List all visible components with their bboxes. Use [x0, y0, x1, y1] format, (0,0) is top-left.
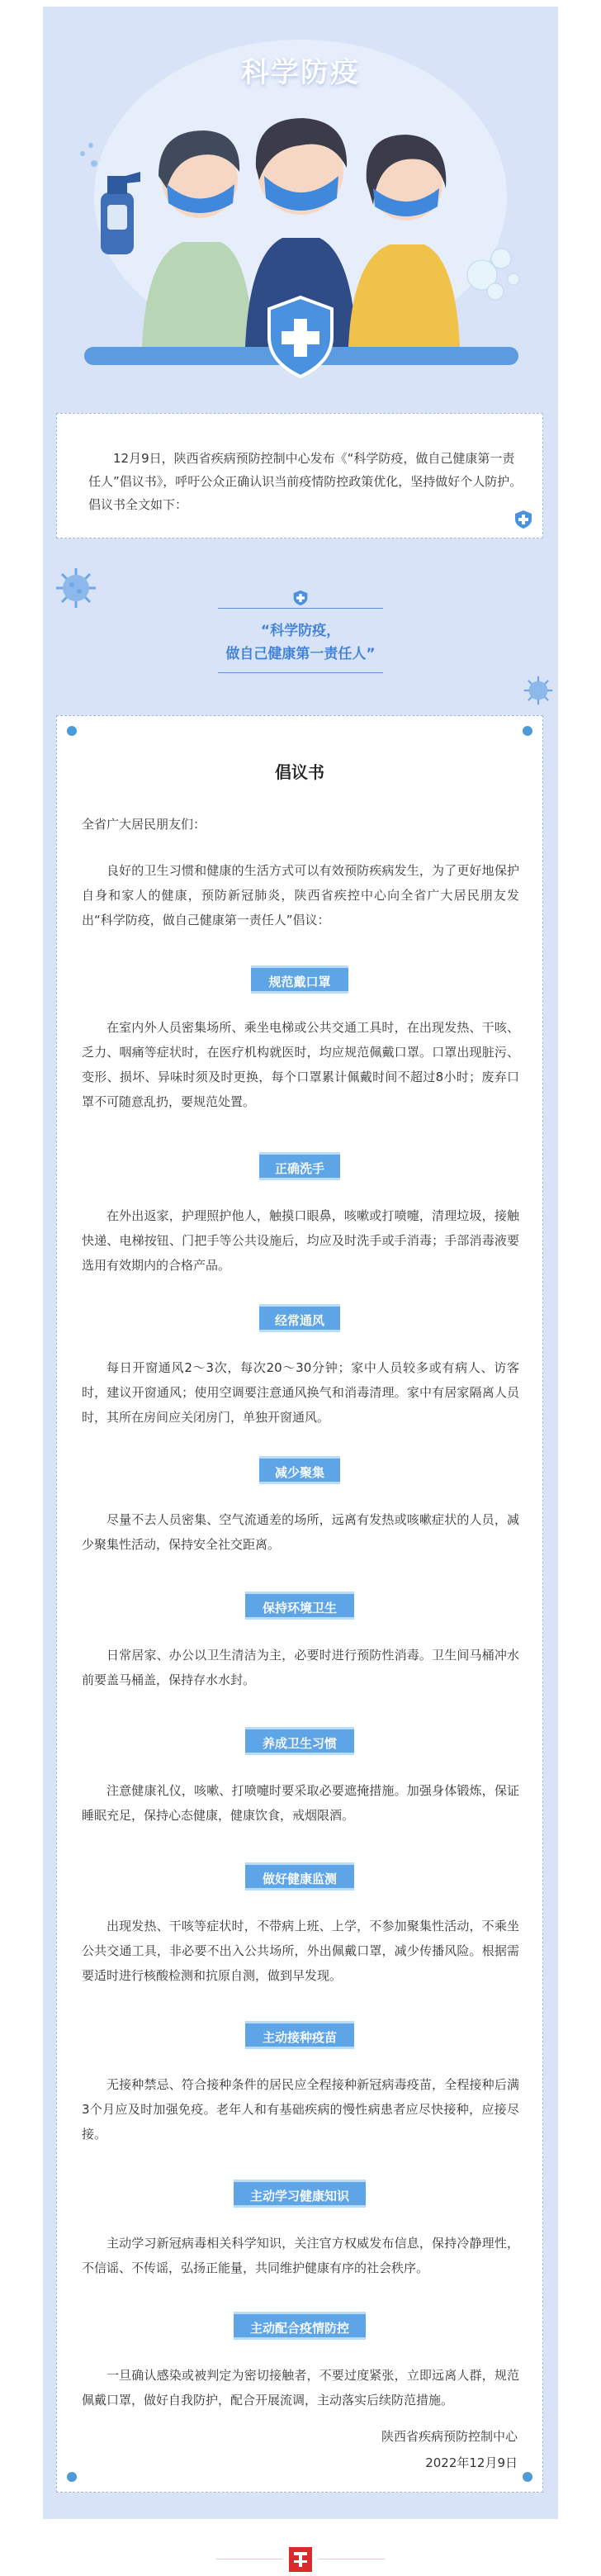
letter-greeting: 全省广大居民朋友们：: [82, 817, 206, 832]
corner-dot: [67, 726, 77, 736]
section-tag: 经常通风: [259, 1304, 340, 1332]
divider: [218, 672, 383, 673]
section-text: 每日开窗通风2～3次，每次20～30分钟；家中人员较多或有病人、访客时，建议开窗通风；使用空调要注意通风换气和消毒清理。家中有居家隔离人员时，其所在房间应关闭房门，单独开窗通风。: [82, 1360, 519, 1425]
footer-logo: [289, 2547, 312, 2572]
section-text: 出现发热、干咳等症状时，不带病上班、上学，不参加聚集性活动，不乘坐公共交通工具，非必要不出入公共场所，外出佩戴口罩，减少传播风险。根据需要适时进行核酸检测和抗原自测，做到早发现。: [82, 1919, 519, 1983]
hero-title: 科学防疫: [241, 56, 360, 89]
virus-icon: [53, 565, 99, 611]
hero-banner: [43, 7, 558, 403]
intro-text: 12月9日，陕西省疾病预防控制中心发布《“科学防疫，做自己健康第一责任人”倡议书》，呼吁公众正确认识当前疫情防控政策优化，坚持做好个人防护。倡议书全文如下：: [88, 451, 523, 512]
letter-opening: 良好的卫生习惯和健康的生活方式可以有效预防疾病发生，为了更好地保护自身和家人的健康，预防新冠肺炎，陕西省疾控中心向全省广大居民朋友发出“科学防疫，做自己健康第一责任人”倡议：: [82, 863, 519, 927]
divider: [218, 608, 383, 609]
shield-cross-icon: [514, 510, 532, 529]
intro-card: [56, 413, 543, 538]
heading-line2: 做自己健康第一责任人”: [225, 646, 376, 662]
section-text: 在室内外人员密集场所、乘坐电梯或公共交通工具时，在出现发热、干咳、乏力、咽痛等症状时，在医疗机构就医时，均应规范佩戴口罩。口罩出现脏污、变形、损坏、异味时须及时更换，每个口罩累计佩戴时间不超过8小时；废弃口罩不可随意乱扔，要规范处置。: [82, 1020, 519, 1109]
letter-card: [56, 715, 543, 2493]
signature: 陕西省疾病预防控制中心: [381, 2429, 518, 2444]
section-tag: 主动配合疫情防控: [234, 2312, 366, 2340]
section-tag: 正确洗手: [259, 1152, 340, 1180]
section-text: 一旦确认感染或被判定为密切接触者，不要过度紧张，立即远离人群，规范佩戴口罩，做好自我防护，配合开展流调，主动落实后续防范措施。: [82, 2368, 519, 2408]
section-tag: 主动接种疫苗: [245, 2021, 354, 2049]
virus-icon: [522, 674, 555, 707]
section-text: 无接种禁忌、符合接种条件的居民应全程接种新冠病毒疫苗，全程接种后满3个月应及时加强免疫。老年人和有基础疾病的慢性病患者应尽快接种，应接尽接。: [82, 2077, 519, 2142]
letter-title: 倡议书: [275, 762, 324, 782]
section-tag: 保持环境卫生: [245, 1592, 354, 1620]
section-tag: 规范戴口罩: [251, 965, 348, 994]
section-tag: 养成卫生习惯: [245, 1727, 354, 1755]
shield-cross-icon: [292, 590, 309, 606]
section-text: 尽量不去人员密集、空气流通差的场所，远离有发热或咳嗽症状的人员，减少聚集性活动，保持安全社交距离。: [82, 1512, 519, 1552]
corner-dot: [67, 2472, 77, 2482]
section-tag: 主动学习健康知识: [234, 2180, 366, 2208]
section-text: 注意健康礼仪，咳嗽、打喷嚏时要采取必要遮掩措施。加强身体锻炼，保证睡眠充足，保持心态健康，健康饮食，戒烟限酒。: [82, 1783, 519, 1823]
section-tag: 减少聚集: [259, 1456, 340, 1484]
section-text: 在外出返家，护理照护他人，触摸口眼鼻，咳嗽或打喷嚏，清理垃圾，接触快递、电梯按钮、门把手等公共设施后，均应及时洗手或手消毒；手部消毒液要选用有效期内的合格产品。: [82, 1208, 519, 1273]
section-text: 日常居家、办公以卫生清洁为主，必要时进行预防性消毒。卫生间马桶冲水前要盖马桶盖，保持存水水封。: [82, 1648, 519, 1687]
section-heading: [218, 601, 383, 684]
page-frame: [43, 7, 558, 2519]
heading-text: [218, 619, 383, 666]
section-text: 主动学习新冠病毒相关科学知识，关注官方权威发布信息，保持冷静理性，不信谣、不传谣，弘扬正能量，共同维护健康有序的社会秩序。: [82, 2236, 519, 2275]
corner-dot: [523, 726, 532, 736]
corner-dot: [523, 2472, 532, 2482]
signature-date: 2022年12月9日: [425, 2455, 518, 2470]
section-tag: 做好健康监测: [245, 1862, 354, 1890]
heading-line1: “科学防疫，: [260, 623, 341, 639]
